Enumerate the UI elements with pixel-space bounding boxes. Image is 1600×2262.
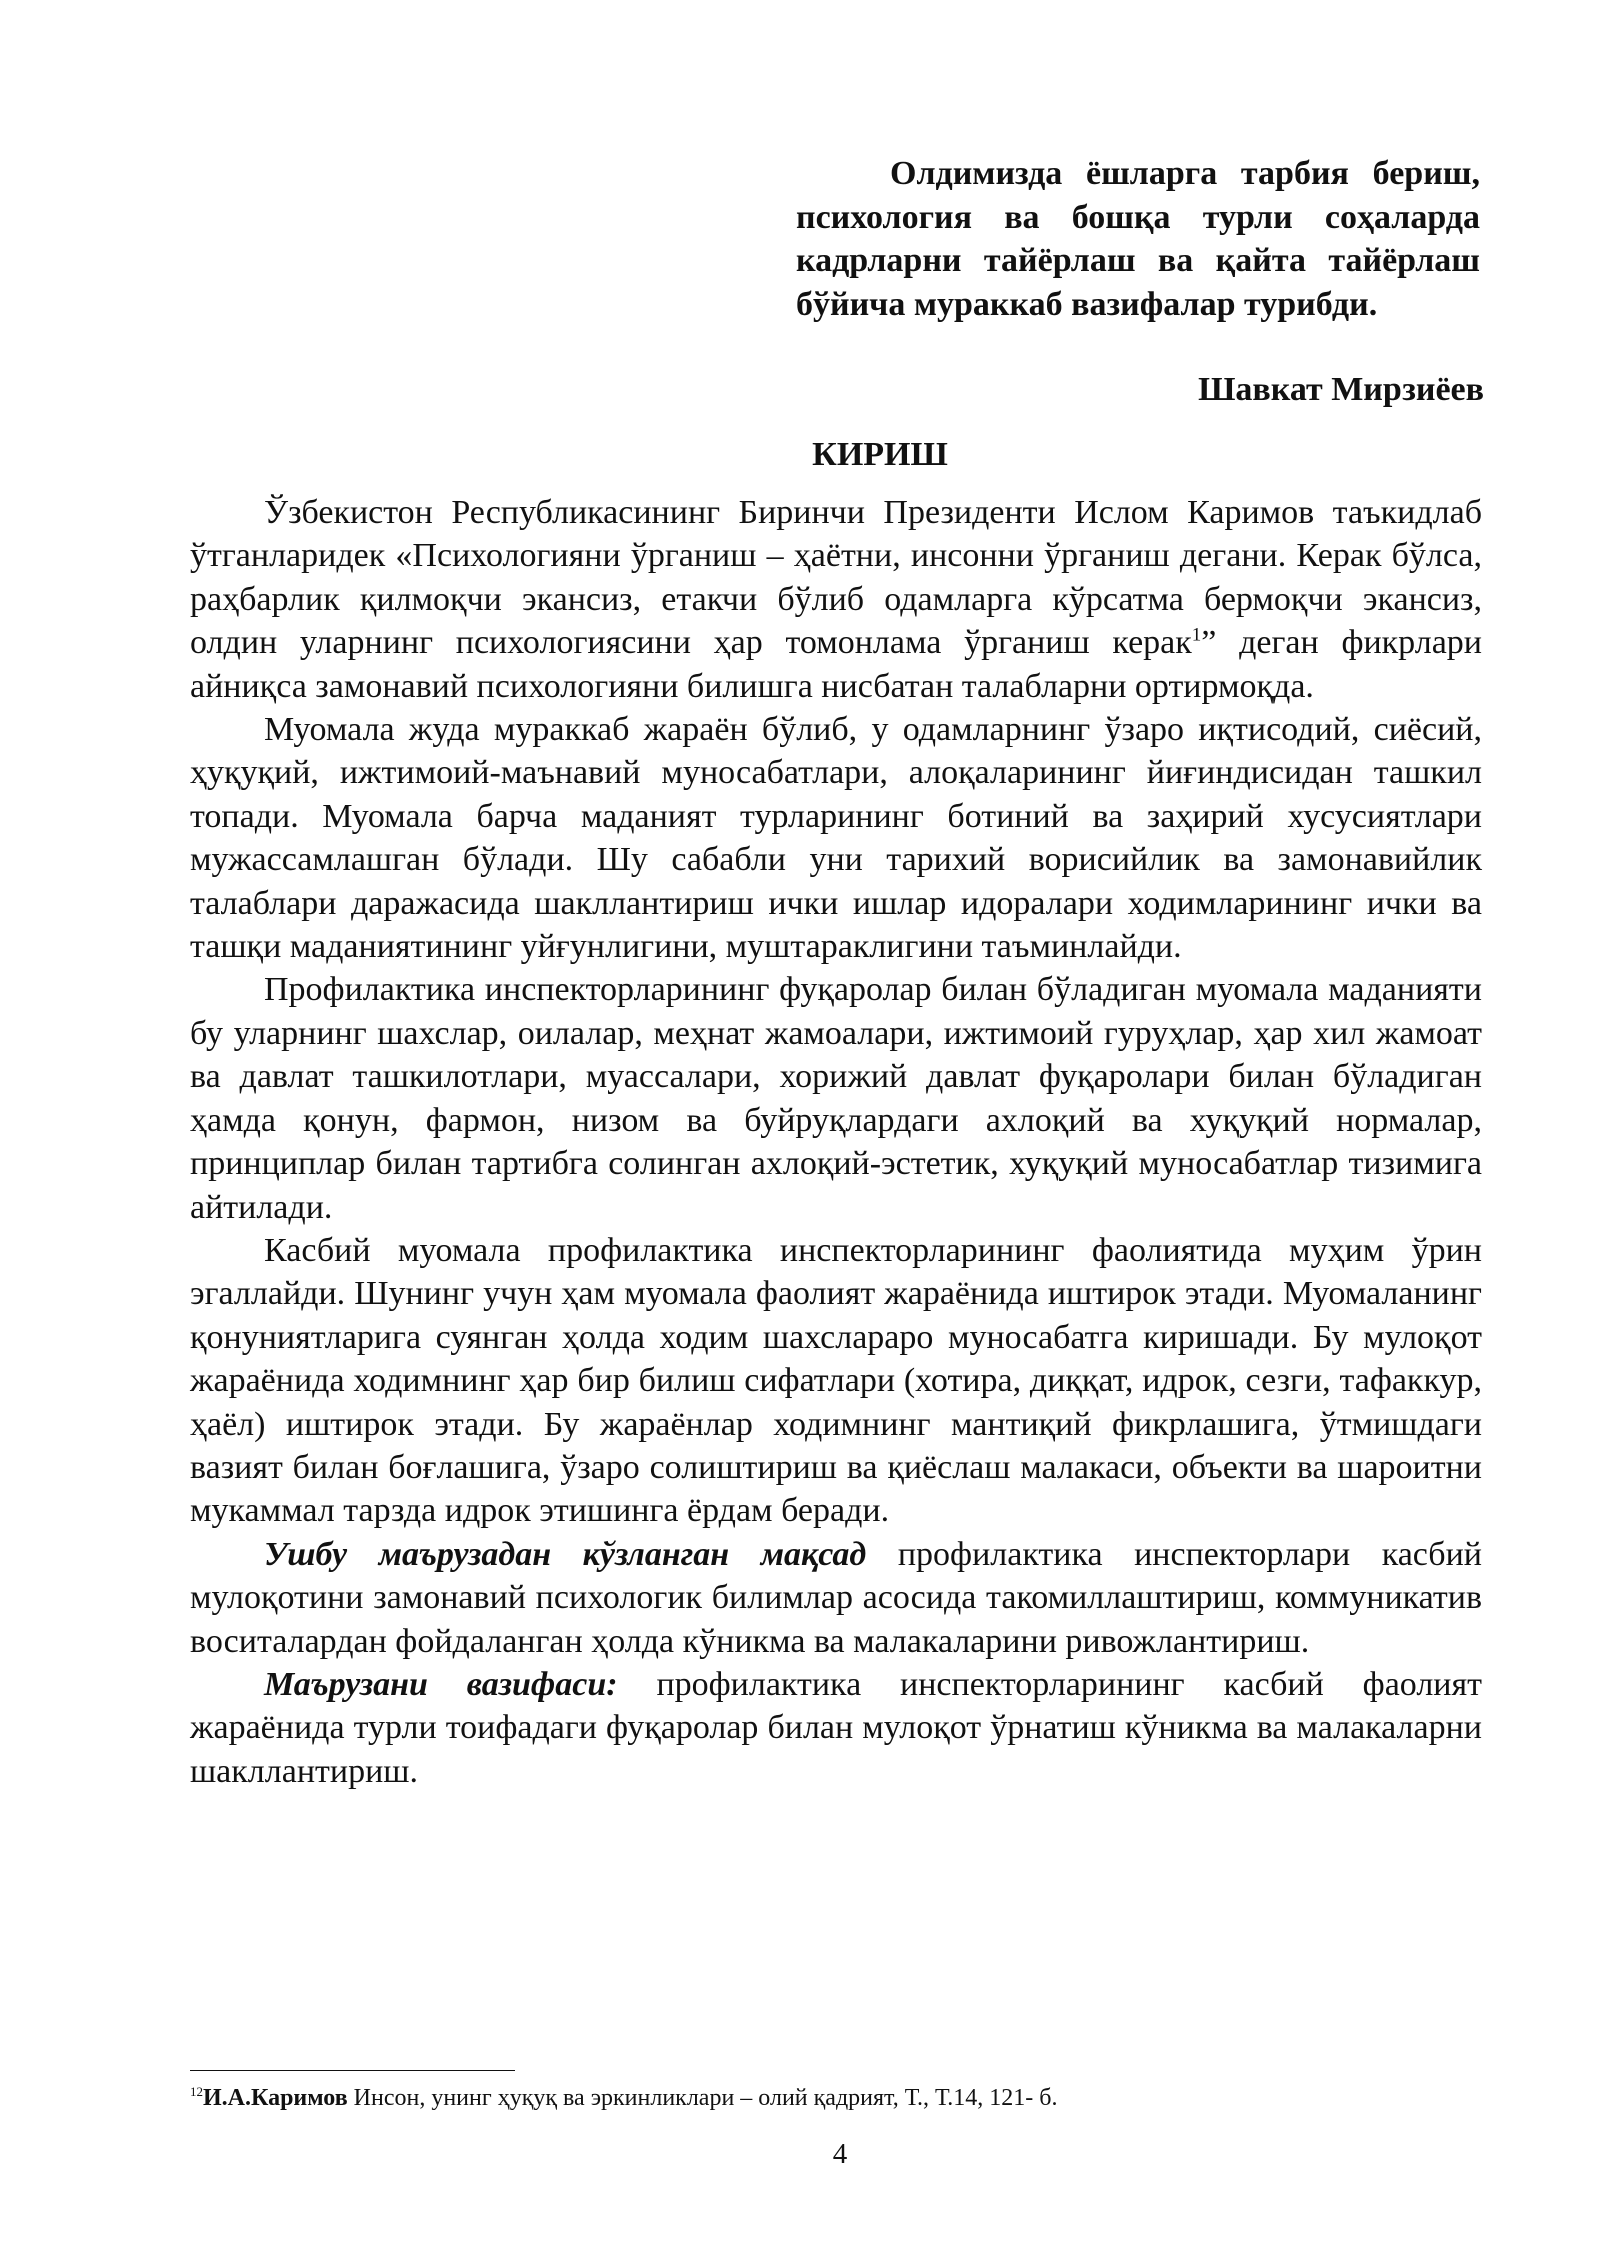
footnote-mark: 12 [190,2084,203,2099]
goal-label: Ушбу маърузадан кўзланган мақсад [264,1535,867,1573]
epigraph-quote: Олдимизда ёшларга тарбия бериш, психология ва бошқа турли соҳаларда кадрларни тайёрлаш ва қайта тайёрлаш бўйича мураккаб вазифалар турибди. [796,155,1480,323]
footnote [190,2083,1480,2113]
paragraph-1-text-end: ” деган фикрлари айниқса замонавий психологияни билишга нисбатан талабларни ортирмоқда. [190,624,1482,705]
paragraph-1 [190,491,1482,708]
paragraph-2: Муомала жуда мураккаб жараён бўлиб, у одамларнинг ўзаро иқтисодий, сиёсий, ҳуқуқий, ижтимоий-маънавий муносабатлари, алоқаларининг йиғиндисидан ташкил топади. Муомала барча маданият турларининг ботиний ва заҳирий хусусиятлари мужассамлашган бўлади. Шу сабабли уни тарихий ворисийлик ва замонавийлик талаблари даражасида шакллантириш ички ишлар идоралари ходимларининг ички ва ташқи маданиятининг уйғунлигини, муштараклигини таъминлайди. [190,711,1482,966]
footnote-text: Инсон, унинг ҳуқуқ ва эркинликлари – олий қадрият, Т., Т.14, 121- б. [347,2085,1058,2111]
body-text [190,491,1482,1793]
footnote-author: И.А.Каримов [203,2085,348,2111]
task-label: Маърузани вазифаси: [264,1665,618,1703]
paragraph-5 [190,1533,1482,1663]
section-heading: КИРИШ [812,436,948,473]
paragraph-6-text: профилактика инспекторларининг касбий фаолият жараёнида турли тоифадаги фуқаролар билан мулоқот ўрнатиш кўникма ва малакаларни шакллантириш. [190,1665,1482,1790]
paragraph-6 [190,1663,1482,1793]
paragraph-1-text: Ўзбекистон Республикасининг Биринчи Президенти Ислом Каримов таъкидлаб ўтганларидек «Психологияни ўрганиш – ҳаётни, инсонни ўрганиш дегани. Керак бўлса, раҳбарлик қилмоқчи экансиз, етакчи бўлиб одамларга кўрсатма бермоқчи экансиз, олдин уларнинг психологиясини ҳар томонлама ўрганиш керак [190,494,1482,662]
paragraph-5-text: профилактика инспекторлари касбий мулоқотини замонавий психологик билимлар асосида такомиллаштириш, коммуникатив воситалардан фойдаланган ҳолда кўникма ва малакаларини ривожлантириш. [190,1535,1482,1660]
page-number: 4 [832,2138,848,2170]
paragraph-3: Профилактика инспекторларининг фуқаролар билан бўладиган муомала маданияти бу уларнинг шахслар, оилалар, меҳнат жамоалари, ижтимоий гуруҳлар, ҳар хил жамоат ва давлат ташкилотлари, муассалари, хорижий давлат фуқаролари билан бўладиган ҳамда қонун, фармон, низом ва буйруқлардаги ахлоқий ва хуқуқий нормалар, принциплар билан тартибга солинган ахлоқий-эстетик, хуқуқий муносабатлар тизимига айтилади. [190,971,1482,1226]
epigraph-author: Шавкат Мирзиёев [1198,371,1484,408]
footnote-separator [190,2070,515,2071]
footnote-reference[interactable]: 1 [1191,624,1202,646]
paragraph-4: Касбий муомала профилактика инспекторларининг фаолиятида муҳим ўрин эгаллайди. Шунинг учун ҳам муомала фаолият жараёнида иштирок этади. Муомаланинг қонуниятларига суянган ҳолда ходим шахслараро муносабатга киришади. Бу мулоқот жараёнида ходимнинг ҳар бир билиш сифатлари (хотира, диққат, идрок, сезги, тафаккур, ҳаёл) иштирок этади. Бу жараёнлар ходимнинг мантиқий фикрлашига, ўтмишдаги вазият билан боғлашига, ўзаро солиштириш ва қиёслаш малакаси, объекти ва шароитни мукаммал тарзда идрок этишинга ёрдам беради. [190,1231,1482,1530]
